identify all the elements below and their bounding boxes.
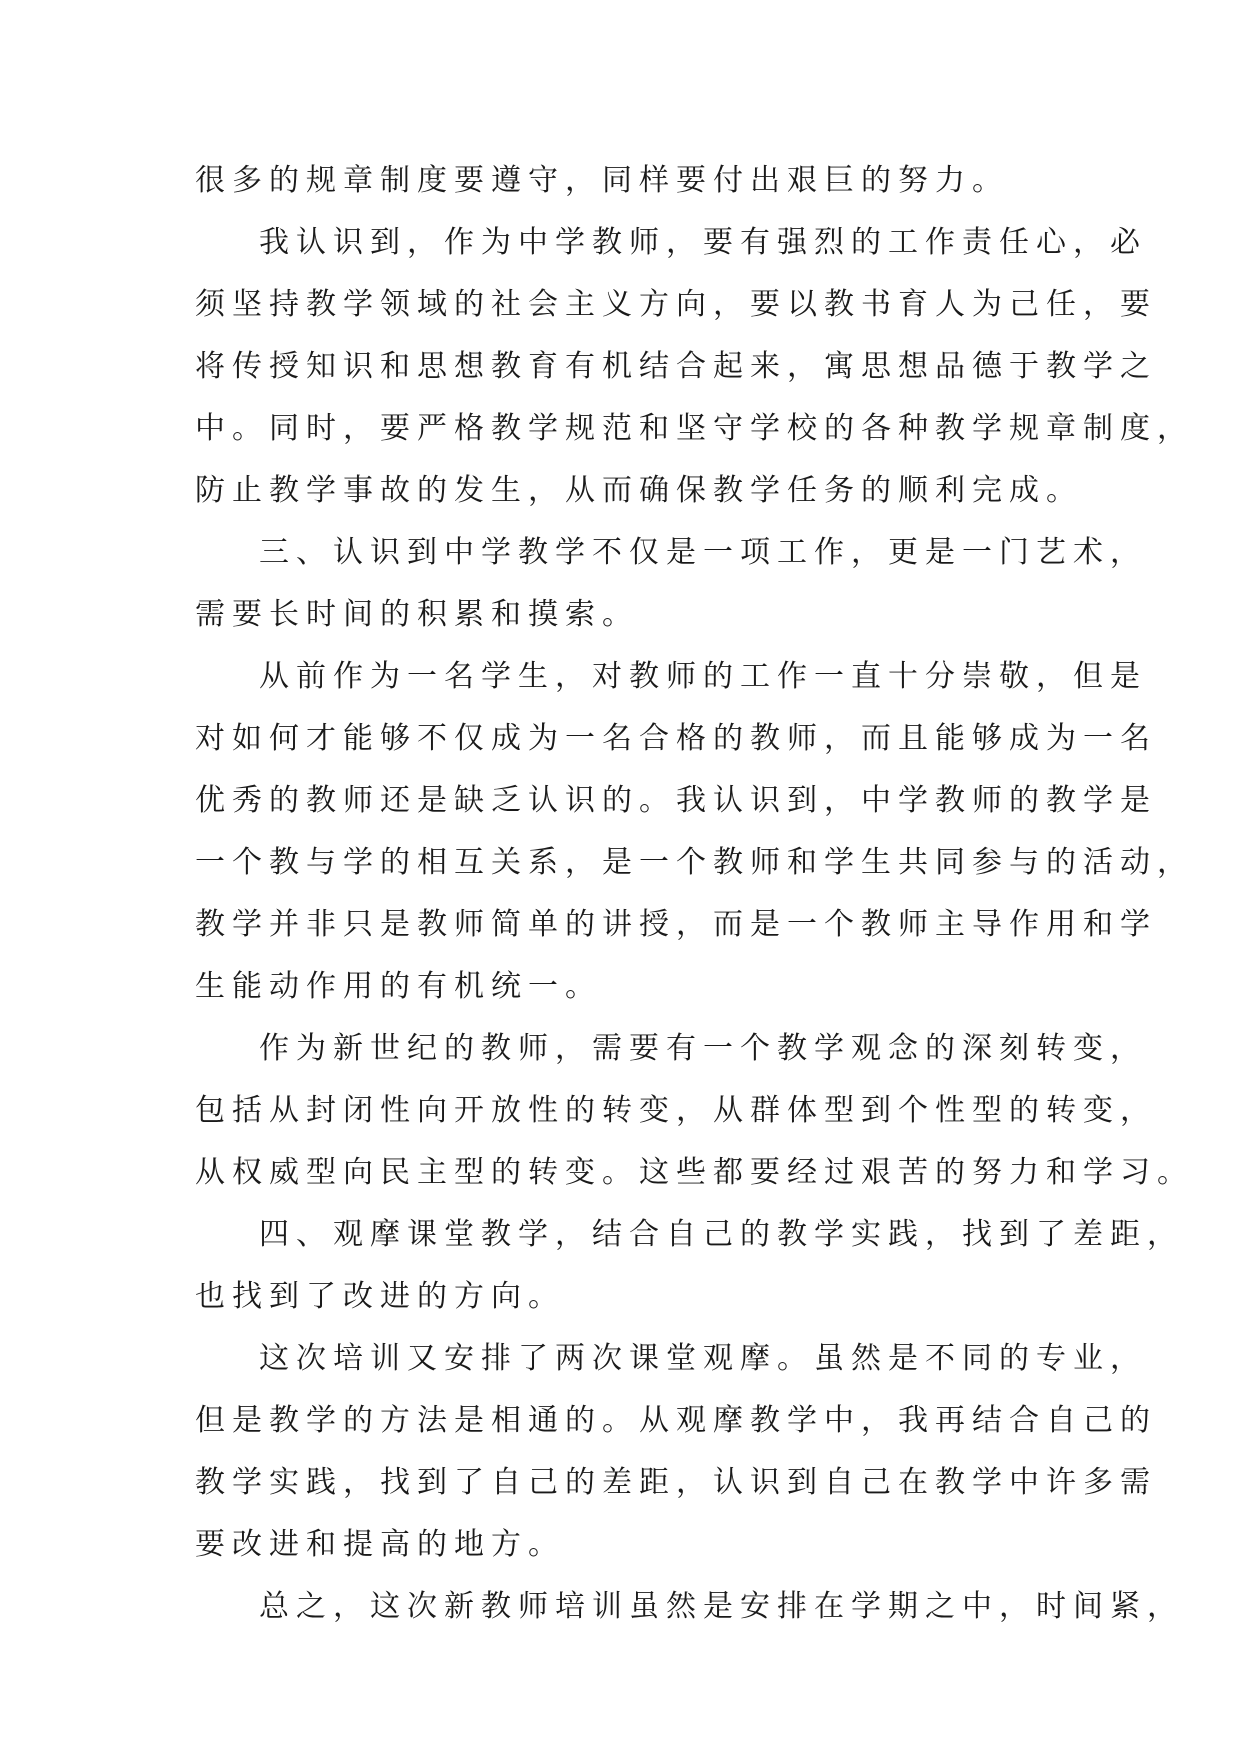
text-line: 作为新世纪的教师，需要有一个教学观念的深刻转变，	[259, 1031, 1147, 1066]
text-line: 将传授知识和思想教育有机结合起来，寓思想品德于教学之	[195, 349, 1157, 384]
text-line: 对如何才能够不仅成为一名合格的教师，而且能够成为一名	[195, 721, 1157, 756]
text-line: 优秀的教师还是缺乏认识的。我认识到，中学教师的教学是	[195, 783, 1157, 818]
text-line: 从权威型向民主型的转变。这些都要经过艰苦的努力和学习。	[195, 1155, 1194, 1190]
text-line: 防止教学事故的发生，从而确保教学任务的顺利完成。	[195, 473, 1083, 508]
text-line: 我认识到，作为中学教师，要有强烈的工作责任心，必	[259, 225, 1147, 260]
text-line: 总之，这次新教师培训虽然是安排在学期之中，时间紧，	[259, 1589, 1184, 1624]
section-heading-4-continued: 也找到了改进的方向。	[195, 1279, 565, 1314]
document-body	[195, 150, 1194, 1638]
section-heading-3-continued: 需要长时间的积累和摸索。	[195, 597, 639, 632]
text-line: 从前作为一名学生，对教师的工作一直十分崇敬，但是	[259, 659, 1147, 694]
text-line: 这次培训又安排了两次课堂观摩。虽然是不同的专业，	[259, 1341, 1147, 1376]
text-line: 包括从封闭性向开放性的转变，从群体型到个性型的转变，	[195, 1093, 1157, 1128]
text-line: 生能动作用的有机统一。	[195, 969, 602, 1004]
text-line: 要改进和提高的地方。	[195, 1527, 565, 1562]
text-line: 但是教学的方法是相通的。从观摩教学中，我再结合自己的	[195, 1403, 1157, 1438]
text-line: 教学实践，找到了自己的差距，认识到自己在教学中许多需	[195, 1465, 1157, 1500]
text-line: 教学并非只是教师简单的讲授，而是一个教师主导作用和学	[195, 907, 1157, 942]
text-line: 中。同时，要严格教学规范和坚守学校的各种教学规章制度，	[195, 411, 1194, 446]
section-heading-3: 三、认识到中学教学不仅是一项工作，更是一门艺术，	[259, 535, 1147, 570]
section-heading-4: 四、观摩课堂教学，结合自己的教学实践，找到了差距，	[259, 1217, 1184, 1252]
text-line: 很多的规章制度要遵守，同样要付出艰巨的努力。	[195, 163, 1009, 198]
text-line: 须坚持教学领域的社会主义方向，要以教书育人为己任，要	[195, 287, 1157, 322]
text-line: 一个教与学的相互关系，是一个教师和学生共同参与的活动，	[195, 845, 1194, 880]
